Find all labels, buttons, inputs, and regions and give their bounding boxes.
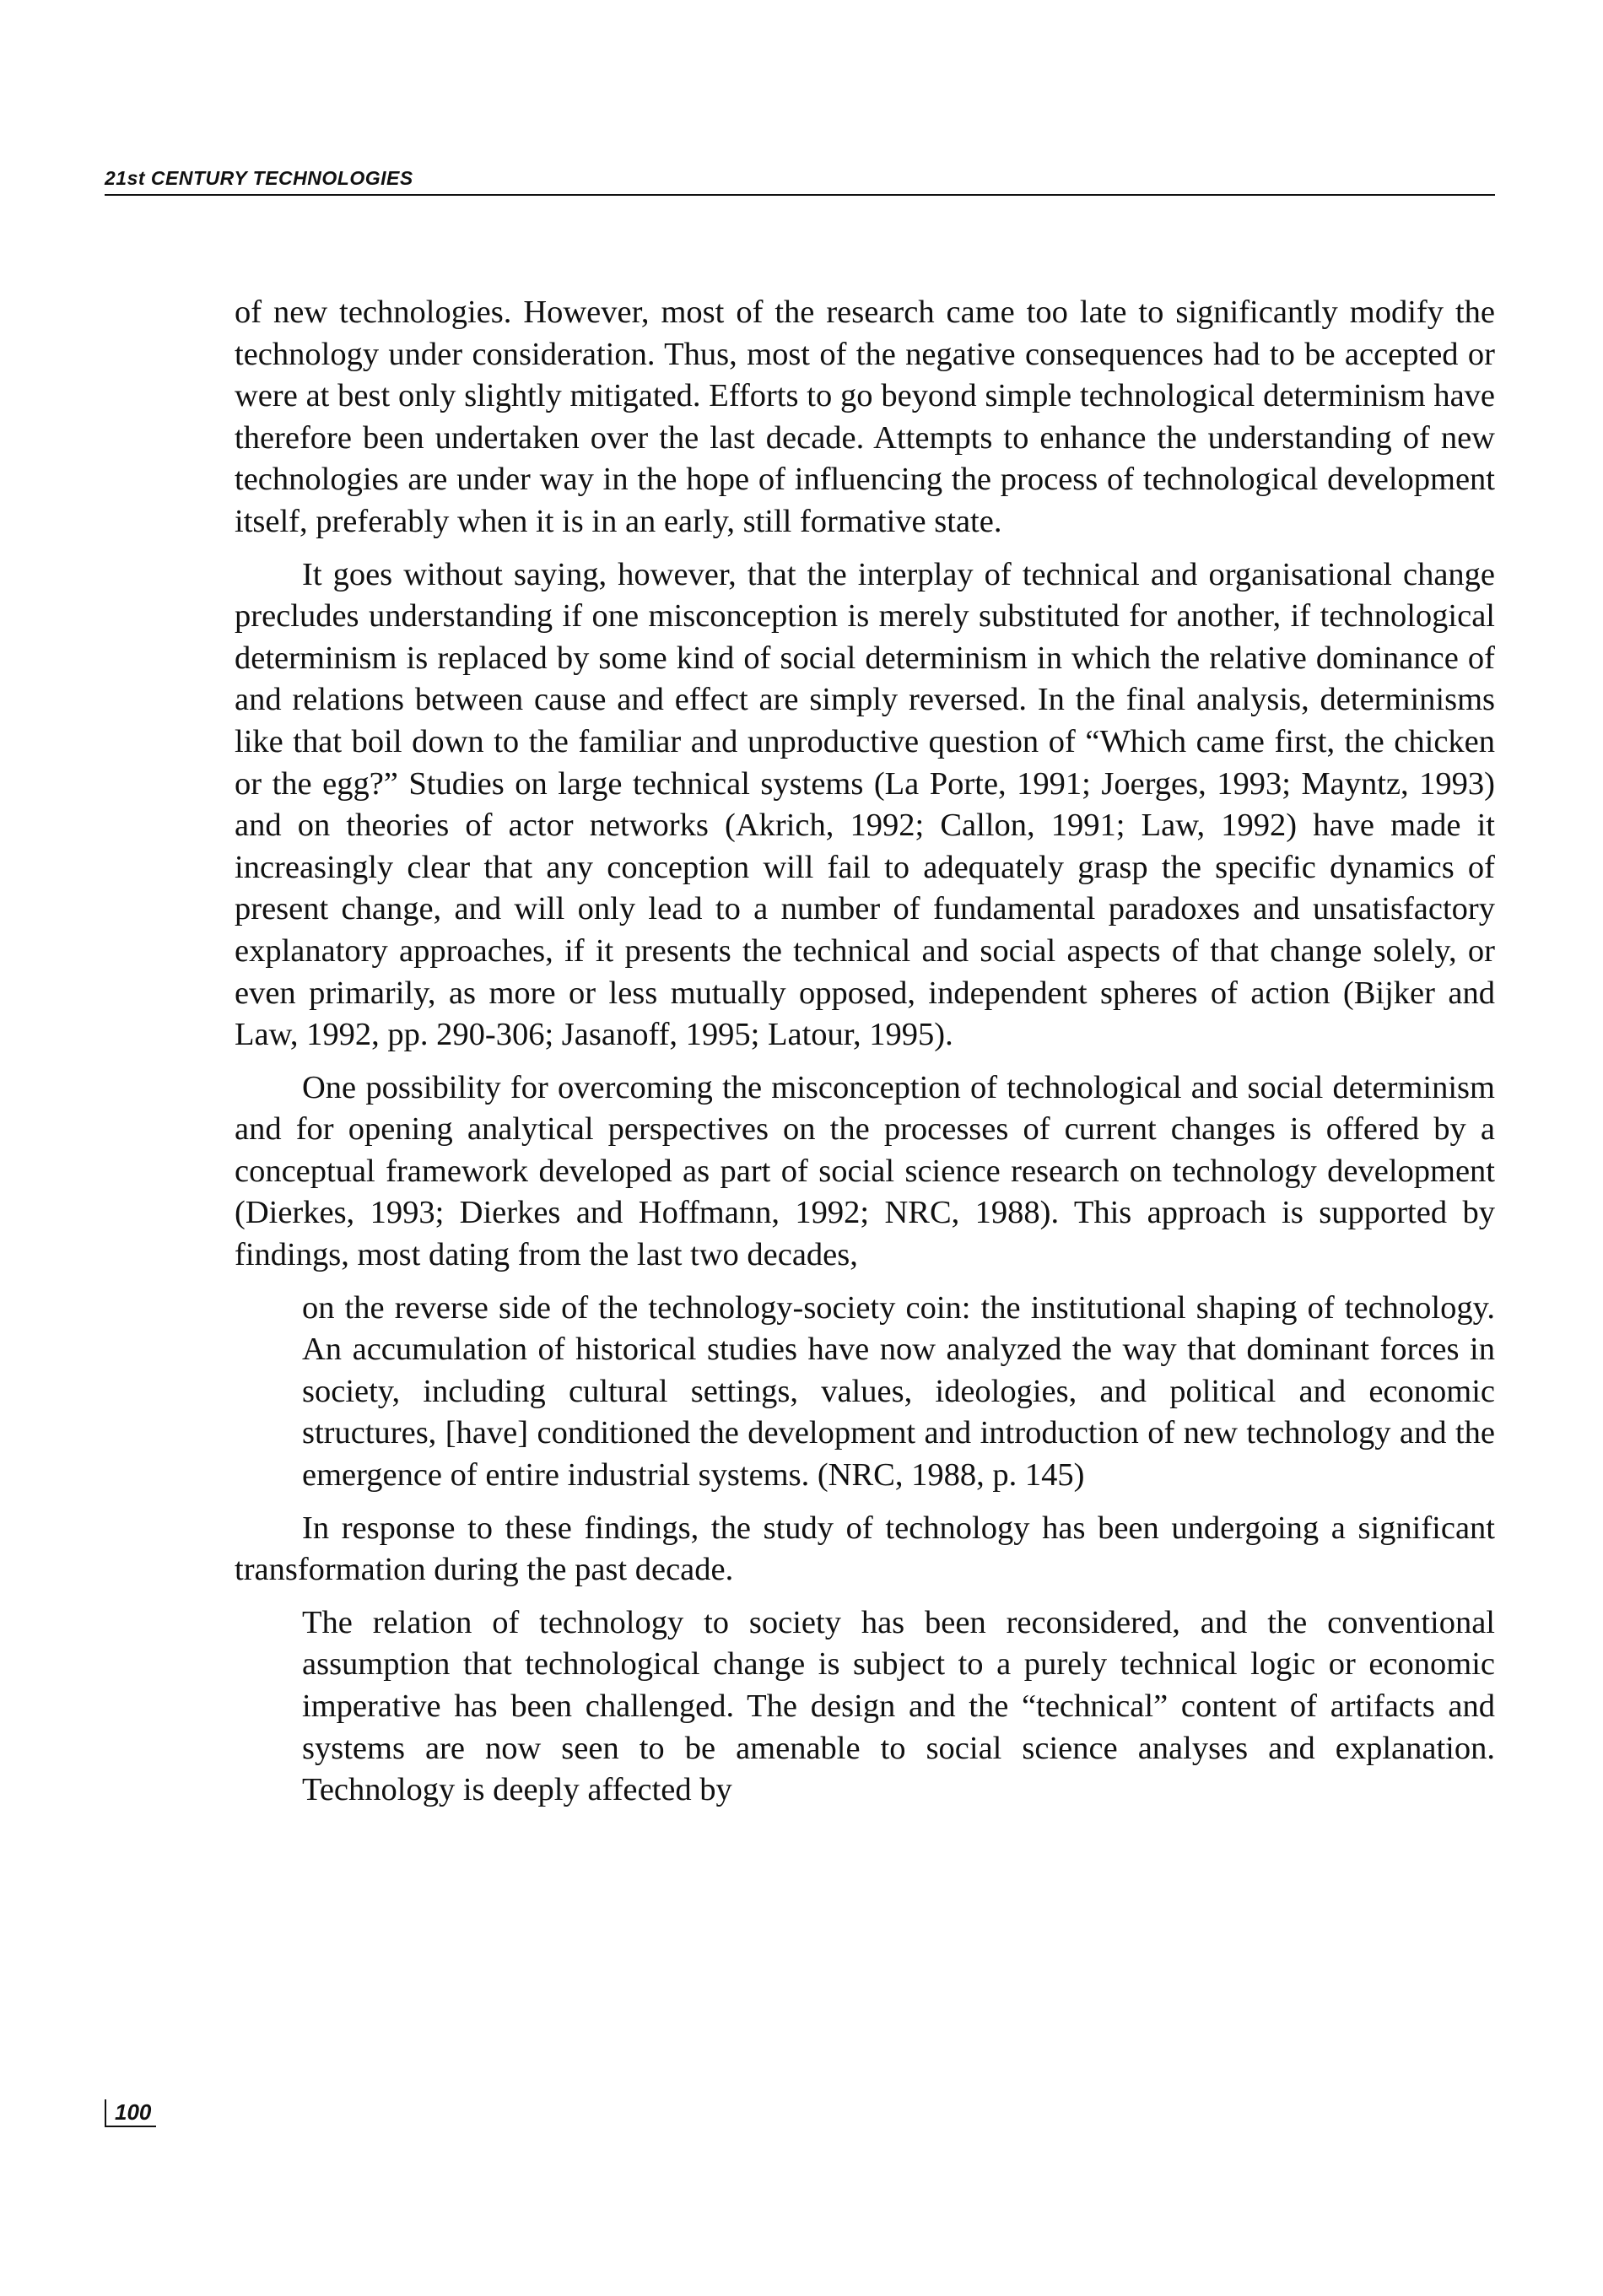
header-rule bbox=[105, 194, 1495, 196]
main-text bbox=[235, 292, 1495, 1823]
paragraph-3: One possibility for overcoming the misconception of technological and social determinism and for opening analytical perspectives on the processes of current changes is offered by a conceptual framework developed as part of social science research on technology development (Dierkes, 1993; Dierkes and Hoffmann, 1992; NRC, 1988). This approach is supported by findings, most dating from the last two decades, bbox=[235, 1069, 1495, 1273]
block-quote-2: The relation of technology to society has been reconsidered, and the conventional assumption that technological change is subject to a purely technical logic or economic imperative has been challenged. The design and the “technical” content of artifacts and systems are now seen to be amenable to social science analyses and explanation. Technology is deeply affected by bbox=[302, 1604, 1495, 1808]
page-number: 100 bbox=[105, 2099, 156, 2127]
paragraph-4: In response to these findings, the study of technology has been undergoing a significant transformation during the past decade. bbox=[235, 1510, 1495, 1588]
block-quote-1: on the reverse side of the technology-society coin: the institutional shaping of technology. An accumulation of historical studies have now analyzed the way that dominant forces in society, including cultural settings, values, ideologies, and political and economic structures, [have] conditioned the development and introduction of new technology and the emergence of entire industrial systems. (NRC, 1988, p. 145) bbox=[302, 1289, 1495, 1494]
paragraph-2: It goes without saying, however, that the interplay of technical and organisational change precludes understanding if one misconception is merely substituted for another, if technological determinism is replaced by some kind of social determinism in which the relative dominance of and relations between cause and effect are simply reversed. In the final analysis, determinisms like that boil down to the familiar and unproductive question of “Which came first, the chicken or the egg?” Studies on large technical systems (La Porte, 1991; Joerges, 1993; Mayntz, 1993) and on theories of actor networks (Akrich, 1992; Callon, 1991; Law, 1992) have made it increasingly clear that any conception will fail to adequately grasp the specific dynamics of present change, and will only lead to a number of fundamental paradoxes and unsatisfactory explanatory approaches, if it presents the technical and social aspects of that change solely, or even primarily, as more or less mutually opposed, independent spheres of action (Bijker and Law, 1992, pp. 290-306; Jasanoff, 1995; Latour, 1995). bbox=[235, 556, 1495, 1053]
paragraph-1: of new technologies. However, most of the research came too late to significantly modify the technology under consideration. Thus, most of the negative consequences had to be accepted or were at best only slightly mitigated. Efforts to go beyond simple technological determinism have therefore been undertaken over the last decade. Attempts to enhance the understanding of new technologies are under way in the hope of influencing the process of technological development itself, preferably when it is in an early, still formative state. bbox=[235, 294, 1495, 539]
running-title: 21st CENTURY TECHNOLOGIES bbox=[105, 167, 413, 189]
